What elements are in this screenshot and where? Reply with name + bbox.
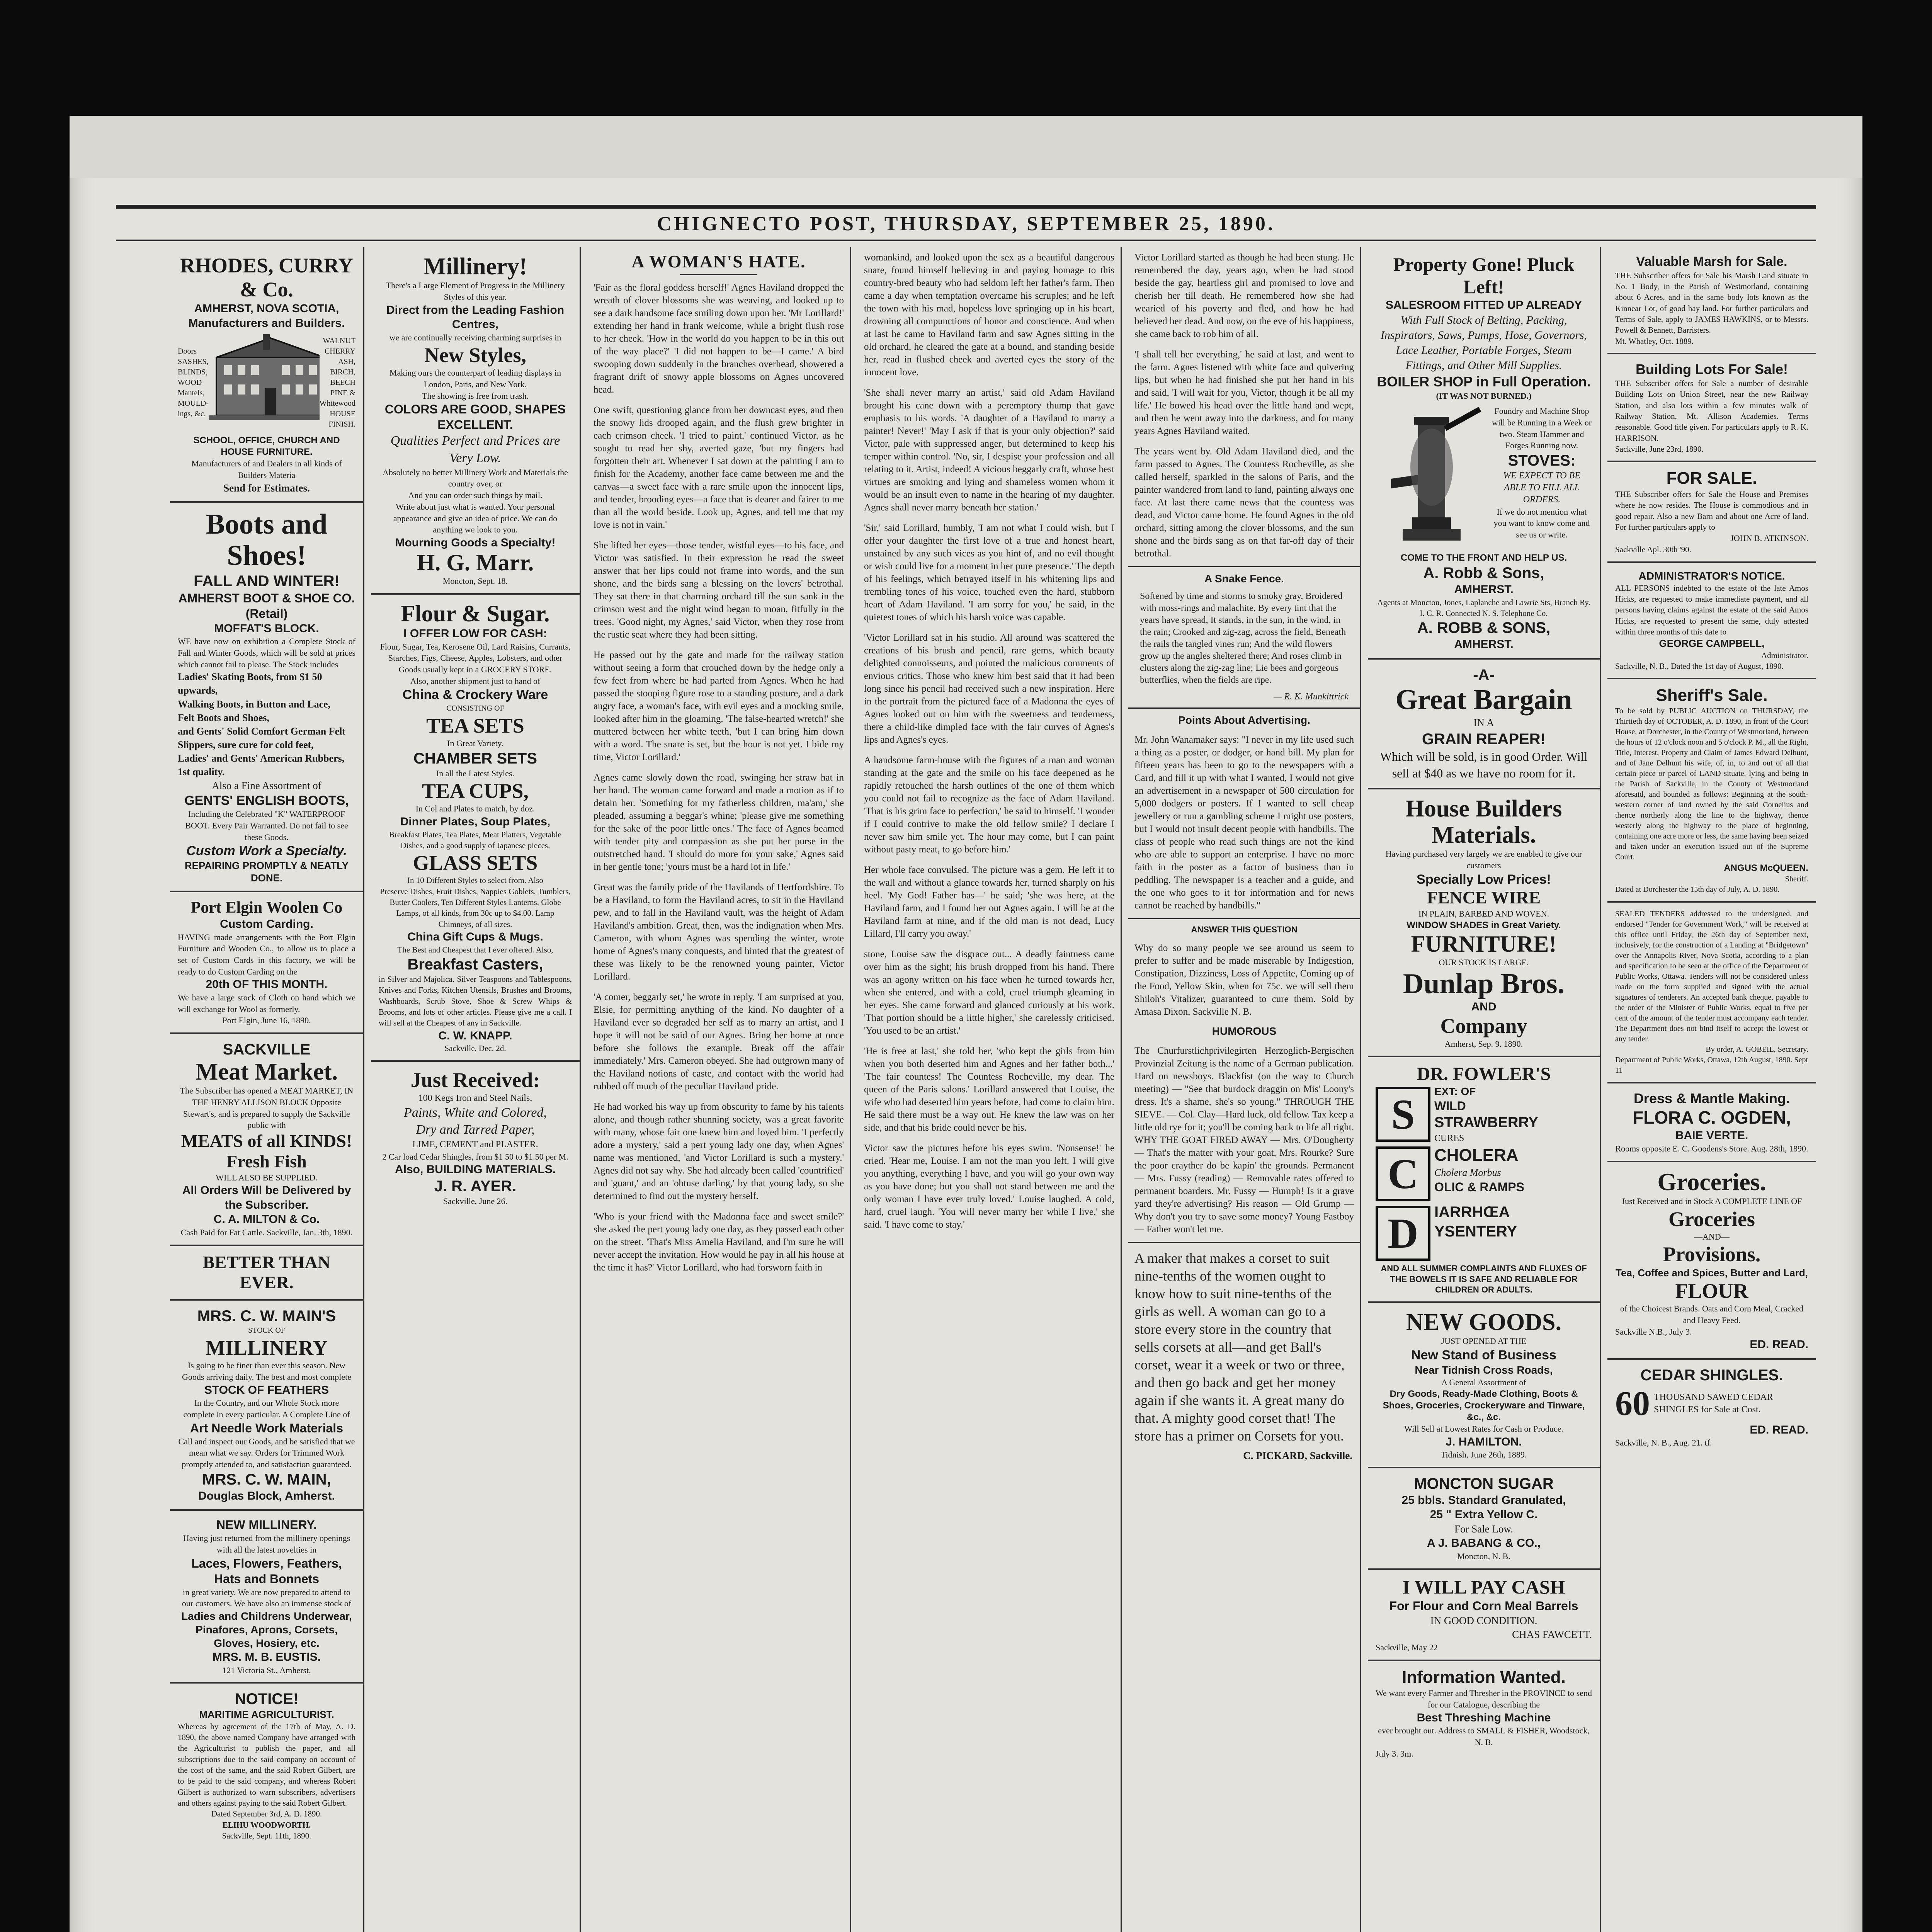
column-rule [363,247,364,1932]
ad-title: MONCTON SUGAR [1414,1475,1554,1492]
grain-reaper-ad [1368,660,1600,789]
main-millinery-ad [170,1301,363,1511]
furniture-line: SCHOOL, OFFICE, CHURCH AND HOUSE FURNITURE. [193,435,340,457]
masthead: CHIGNECTO POST, THURSDAY, SEPTEMBER 25, 1890. [116,205,1816,241]
ad-received: Just Received and in Stock A COMPLETE LINE OF [1621,1196,1802,1206]
administrator-notice [1607,563,1816,680]
ad-name: CHAS FAWCETT. [1512,1629,1592,1641]
advertising-text: Mr. John Wanamaker says: "I never in my life used such a thing as a poster, or dodger, or hand bill. My plan for fifteen years has been to go to the newspapers with a Card, and fill it up with what I wanted, I would not give an advertisement in a newspaper of 500 circulation for 5,000 dodgers or posters. If I wanted to sell cheap jewellery or run a gambling scheme I might use posters, but I would not insult decent people with handbills. The class of people who read such things are not the kind who are able to support an enterprise. I have no more faith in the poster as a factor of business than in peddling. The newspaper is a teacher and a guide, and the one who goes to it for information and for news cannot be reached by handbills." [1134,735,1354,911]
story-paragraph: stone, Louise saw the disgrace out... A deadly faintness came over him as the sight; his brush dropped from his hand. There was an agony written on his face when he turned towards her, when she entered, and with a cold, cruel triumph gleaming in her eyes. She came forward and glanced curiously at his work. 'That portion should be a little higher,' she carelessly criticised. 'You used to be an artist.' [864,949,1114,1036]
not-burned: (IT WAS NOT BURNED.) [1436,391,1532,401]
gents-note: Including the Celebrated "K" WATERPROOF BOOT. Every Pair Warranted. Do not fail to see these Goods. [185,809,348,842]
fowler-footer: AND ALL SUMMER COMPLAINTS AND FLUXES OF THE BOWELS IT IS SAFE AND RELIABLE FOR CHILDREN OR ADULTS. [1381,1264,1587,1295]
dunlap: Dunlap Bros. [1403,968,1565,1000]
ad-text2: We have a large stock of Cloth on hand which we will exchange for Wool as formerly. [178,992,355,1014]
ad-date: Amherst, Sep. 9. 1890. [1444,1039,1523,1049]
general: A General Assortment of [1441,1378,1526,1388]
ad-name: FLORA C. OGDEN, [1633,1107,1791,1128]
variety: In Great Variety. [447,738,503,748]
ad-text: Which will be sold, is in good Order. Will sell at $40 as we have no room for it. [1380,749,1588,780]
ad-text2: we are continually receiving charming surprises in [389,332,561,342]
line-2: 25 " Extra Yellow C. [1430,1508,1538,1521]
stand: New Stand of Business [1411,1347,1556,1362]
window-shades: WINDOW SHADES in Great Variety. [1406,920,1561,930]
story-paragraph: A handsome farm-house with the figures of a man and woman standing at the gate and the smile on his face deepened as he rapidly retouched the harsh outlines of the one of them which you could not fail to recognize as the face of Adam Haviland. 'That is his grim face to perfection,' he said to himself. 'I wonder if I could contrive to make the old fellow smile? I declare I never saw him smile yet. The hour may come, but I can paint without pasty meat, to go before him.' [864,755,1114,855]
feathers: STOCK OF FEATHERS [204,1383,329,1396]
ad-offer: I OFFER LOW FOR CASH: [403,627,547,640]
woollen-ad [170,892,363,1034]
story-paragraph: 'I shall tell her everything,' he said at last, and went to the farm. Agnes listened with white face and quivering lips, but when he had finished she put her hand in his and said, 'I will wait for you, Victor, though it be all my life.' He bowed his head over the little hand and wept, and then he went away into the darkness, and for many years Agnes Haviland waited. [1134,349,1354,436]
ad-title: NEW MILLINERY. [216,1518,317,1532]
building-lots-ad [1607,354,1816,462]
fence-sub: IN PLAIN, BARBED AND WOVEN. [1418,909,1549,919]
amherst-2: AMHERST. [1454,638,1514,651]
line-1: 100 Kegs Iron and Steel Nails, [418,1093,532,1103]
art-materials: Art Needle Work Materials [190,1421,343,1435]
ad-title: NEW GOODS. [1406,1309,1561,1335]
and: AND [1471,1000,1497,1013]
ad-date: Mt. Whatley, Oct. 1889. [1615,336,1694,346]
ad-text: ALL PERSONS indebted to the estate of the late Amos Hicks, are requested to make immediate payment, and all persons having claims against the estate of the said Amos Hicks, are requested to present the same, duly attested within three months of this date to [1615,583,1808,636]
line-2: Paints, White and Colored, [404,1105,547,1120]
ad-text: Also, another shipment just to hand of [410,676,541,686]
ad-text: Having purchased very largely we are enabled to give our customers [1385,849,1582,871]
ad-place: Moncton, N. B. [1457,1551,1510,1561]
dinner-note: Breakfast Plates, Tea Plates, Meat Platters, Vegetable Dishes, and a good supply of Japanese pieces. [389,830,562,850]
ad-title: ADMINISTRATOR'S NOTICE. [1638,570,1785,582]
ad-title: Meat Market. [195,1059,338,1085]
left-items: Doors SASHES, BLINDS, WOOD Mantels, MOULD- ings, &c. [178,347,209,418]
ad-title: Flour & Sugar. [401,601,550,627]
story-paragraph: 'Victor Lorillard sat in his studio. All around was scattered the creations of his brush and pencil, rare gems, which beauty delighted connoisseurs, and pointed the malicious comments of envious critics. Those who knew him best said that it had been long since his pencil had received such a new inspiration. Here in the portrait from the pictured face of a Madonna the eyes of Agnes looked out on him with the sweetness and tenderness, there a child-like dimpled face with the fair curves of Agnes's lips and Agnes's eyes. [864,633,1114,745]
ad-block: Douglas Block, Amherst. [198,1489,335,1502]
ad-title: Valuable Marsh for Sale. [1636,254,1787,269]
factory-engraving [209,334,320,431]
ad-text2: in great variety. We are now prepared to attend to our customers. We have also an immense stock of [182,1587,352,1609]
ad-place: SACKVILLE [223,1041,311,1058]
advertising-title: Points About Advertising. [1178,714,1310,726]
ad-mourning: Mourning Goods a Specialty! [395,536,556,549]
ad-sub: Custom Carding. [220,918,313,931]
ad-name: ED. READ. [1750,1423,1808,1436]
ad-title: Just Received: [410,1068,540,1092]
robb-1: A. Robb & Sons, [1423,565,1544,582]
ad-sub: For Flour and Corn Meal Barrels [1389,1599,1578,1613]
corset-ad: A maker that makes a corset to suit nine-tenths of the women ought to know how to suit nine-tenths of the girls as well. A woman can go to a store every store in the country that sells corsets at all—and get Ball's corset, wear it a week or two or three, and then go back and get her money again if she wants it. A great many do that. A mighty good corset that! The store has a primer on Corsets for you. [1134,1250,1345,1444]
dealers-line: Manufacturers of and Dealers in all kinds of Builders Materia [191,459,342,480]
ad-title: House Builders Materials. [1405,796,1562,849]
ad-addr: 121 Victoria St., Amherst. [222,1665,311,1675]
glass-sets: GLASS SETS [413,851,538,875]
lowest: Will Sell at Lowest Rates for Cash or Produce. [1404,1424,1563,1434]
and: —AND— [1694,1231,1730,1242]
amherst-1: AMHERST. [1454,583,1514,596]
ad-date: Sackville, N. B., Dated the 1st day of August, 1890. [1615,662,1784,671]
letter-c: C [1376,1146,1430,1201]
all-styles: In all the Latest Styles. [436,768,515,778]
better-than-ever: BETTER THAN EVER. [170,1246,363,1301]
ad-title: Building Lots For Sale! [1636,361,1788,377]
ad-list: Flour, Sugar, Tea, Kerosene Oil, Lard Raisins, Currants, Starches, Figs, Cheese, Apples, Lobsters, and other Goods usually kept in a GROCERY STORE. [380,641,571,674]
ad-title: Sheriff's Sale. [1656,686,1768,705]
marsh-ad [1607,247,1816,354]
story-paragraph: One swift, questioning glance from her downcast eyes, and then the snowy lids drooped again, and the flush grew brighter in each crimson cheek. 'I tried to paint,' continued Victor, as he sought to read her shy, averted gaze, 'but my fingers had forgotten their art. Whenever I sat down at the painting I am to finish for the Academy, another face came between me and the canvas—a sweet face with a rare smile upon the innocent lips, and tender, brooding eyes—a face that is dearer and fairer to me than all the world beside. Look up, Agnes, and tell me that my love is not in vain.' [594,405,844,530]
ad-season: FALL AND WINTER! [194,572,340,590]
ad-place: Moncton, Sept. 18. [442,576,508,586]
ad-name: A J. BABANG & CO., [1427,1537,1541,1550]
ad-text: THE Subscriber offers for Sale the House and Premises where he now resides. The House is commodious and in good repair. Also a new Barn and about one Acre of land. For further particulars apply to [1615,490,1808,532]
chamber-sets: CHAMBER SETS [413,750,537,767]
stock-of: STOCK OF [248,1326,285,1335]
line-3: Dry and Tarred Paper, [416,1122,535,1137]
ad-trade: Manufacturers and Builders. [188,316,345,330]
list: Dry Goods, Ready-Made Clothing, Boots & Shoes, Groceries, Crockeryware and Tinware, &c., &c. [1383,1389,1585,1423]
ad-colors: COLORS ARE GOOD, SHAPES EXCELLENT. [384,402,566,432]
ad-title: DR. FOWLER'S [1417,1064,1551,1085]
diarrhoea: IARRHŒA [1434,1204,1510,1221]
strawberry: STRAWBERRY [1434,1114,1538,1131]
line-1: 25 bbls. Standard Granulated, [1401,1493,1566,1507]
robb-2: A. ROBB & SONS, [1417,619,1551,637]
shingles-count: 60 [1615,1384,1650,1423]
story-paragraph: Her whole face convulsed. The picture was a gem. He left it to the wall and without a glance towards her, turned sharply on his heel. 'My God! Father has—' he said; 'she was here, at the Haviland farm, and I found her out Agnes again. I will be at the Haviland farm at nine, and if the old man is not dead, Lucy Lillard, I'll carry you away.' [864,865,1114,939]
casters: Breakfast Casters, [407,956,543,973]
furniture: FURNITURE! [1411,931,1557,957]
ad-signoff: Port Elgin, June 16, 1890. [222,1015,311,1026]
story-paragraph: He passed out by the gate and made for the railway station without seeing a form that crouched down by the hedge only a few feet from where he had parted from Agnes. When he had passed the stooping figure rose to a standing posture, and a dark angry face, a woman's face, with evil eyes and a mocking smile, looked after him in the gloaming. 'The false-hearted wretch!' she muttered between her white teeth, 'but I can bring him down with a word. The snare is set, but the hour is not yet. I bide my time, Victor Lorillard.' [594,650,844,762]
fresh-fish: Fresh Fish [226,1151,307,1171]
cures: CURES [1434,1133,1464,1143]
dinner-plates: Dinner Plates, Soup Plates, [400,815,551,828]
snake-fence-title: A Snake Fence. [1204,573,1284,585]
stock-large: OUR STOCK IS LARGE. [1439,957,1529,967]
story-paragraph: 'Who is your friend with the Madonna face and sweet smile?' she asked the pert young lady one day, as they passed each other on the street. 'That's Miss Amelia Haviland, and I'm sure he will never accept the invitation. How would he pay in all his house at the time it has?' Victor Lorillard, who had forsworn faith in [594,1211,844,1273]
ad-block: MOFFAT'S BLOCK. [214,622,319,635]
gift-cups: China Gift Cups & Mugs. [407,930,543,944]
ad-stock: With Full Stock of Belting, Packing, Inspirators, Saws, Pumps, Hose, Governors, Lace Leather, Portable Forges, Steam Fittings, and Other Mill Supplies. [1380,313,1587,372]
ad-text3: Making ours the counterpart of leading displays in London, Paris, and New York. [389,368,561,389]
ad-title: Port Elgin Woolen Co [190,898,343,917]
ad-a: -A- [1473,666,1495,684]
ad-items: Laces, Flowers, Feathers, Hats and Bonnets [191,1556,342,1586]
ad-text6: And you can order such things by mail. [408,490,543,500]
ad-title: I WILL PAY CASH [1402,1576,1565,1598]
ad-name: C. W. KNAPP. [438,1029,512,1042]
glass-list: Preserve Dishes, Fruit Dishes, Nappies Goblets, Tumblers, Butter Coolers, Ten Different Styles Lanterns, Globe Lamps, of all kinds, from 30c up to $4.00. Lamp Chimneys, of all sizes. [380,886,571,929]
groceries-ad [1607,1162,1816,1360]
ad-text3: Call and inspect our Goods, and be satisfied that we mean what we say. Orders for Trimmed Work promptly attended to, and satisfaction guaranteed. [178,1436,355,1469]
boots-shoes-ad [170,503,363,892]
ad-title: Millinery! [423,253,527,280]
story-paragraph: 'He is free at last,' she told her, 'who kept the girls from him when you both deserted him and Agnes and her father both...' 'The fair countess! The Countess Rocheville, my dear. The queen of the Paris salons.' Lorillard answered that Louise, the wife who had deserted him years before, had come to claim him. He said there must be a way out. He knew the law was on her side, and that his bride could never be his. [864,1046,1114,1133]
story-paragraph: The years went by. Old Adam Haviland died, and the farm passed to Agnes. The Countess Rocheville, as she called herself, sparkled in the salons of Paris, and the painter wandered from land to land, painting always one face. At last there came news that the countess was dead, and Victor came home. He found Agnes in the old orchard, sitting among the clover blossoms, and the sun shone and the birds sang as on that far-off day of their betrothal. [1134,446,1354,559]
humorous-text: The Churfurstlichprivilegirten Herzoglich-Bergischen Provinzial Zeitung is the name of a German publication. Hard on newsboys. Blackfist (on the way to Church meeting) — "See that burdock draggin on Mis' Loony's dress. It's a shame, she's so young." THROUGH THE SIEVE. — Col. Clay—Hard luck, old fellow. Tax keep a little old rye for it; you'll be coming back to life all right. WHY THE GOAT FIRED AWAY — Mrs. O'Dougherty — That's the matter with your goat, Mrs. Rourke? Sure the poor crayther do be kapin' the grounds. Permanent — Mrs. Fussy (reading) — Removable rates offered to permanent boarders. Mr. Fussy — Humph! Is it a grave yard they're advertising? His reason — Old Grump — Why don't you try to save some money? Young Fastboy — Father won't let me. [1134,1046,1354,1235]
line-5: 2 Car load Cedar Shingles, from $1 50 to $1.50 per M. [382,1151,568,1162]
story-paragraph: Victor saw the pictures before his eyes swim. 'Nonsense!' he cried. 'Hear me, Louise. I am not the man you left. I will give you anything, everything I have, and you will go your own way as you have done; but you shall not stand between me and the only woman I have ever truly loved.' Louise laughed. A cold, hard, cruel laugh. 'You will never marry her while I live,' she said. 'I have come to stay.' [864,1143,1114,1230]
ad-name: MRS. C. W. MAIN'S [197,1308,336,1325]
ad-title: Dress & Mantle Making. [1633,1090,1790,1107]
opened: JUST OPENED AT THE [1441,1336,1527,1346]
ad-text: We want every Farmer and Thresher in the PROVINCE to send for our Catalogue, describing the [1376,1688,1592,1710]
orders: All Orders Will be Delivered by the Subscriber. [182,1184,351,1211]
ad-text: There's a Large Element of Progress in the Millinery Styles of this year. [386,281,565,302]
wild: WILD [1434,1099,1466,1113]
ad-text: The Subscriber has opened a MEAT MARKET, IN THE HENRY ALLISON BLOCK Opposite Stewart's, and is prepared to supply the Sackville public with [180,1086,354,1130]
moncton-sugar-ad [1368,1468,1600,1570]
footer: Cash Paid for Fat Cattle. Sackville, Jan. 3th, 1890. [180,1227,353,1237]
cups-note: In Col and Plates to match, by doz. [415,804,535,814]
answer-title: ANSWER THIS QUESTION [1191,925,1298,934]
fence-wire: FENCE WIRE [1427,888,1541,908]
column-1 [170,247,363,1932]
column-4 [858,247,1121,1932]
rhodes-curry-ad [170,247,363,503]
company: Company [1440,1014,1527,1038]
poem-author: — R. K. Munkittrick [1274,692,1349,702]
new-goods-ad [1368,1303,1600,1468]
story-paragraph: Victor Lorillard started as though he had been stung. He remembered the day, years ago, when he had stood beside the gay, heartless girl and promised to love and cherish her till death. He remembered how she had wearied of his poverty and fled, and how he had believed her dead. And now, on the eve of his happiness, she came back to rob him of all. [1134,252,1354,339]
groceries: Groceries [1668,1207,1755,1231]
ad-date: Dated at Dorchester the 15th day of July, A. D. 1890. [1615,885,1780,894]
provisions: Provisions. [1663,1243,1761,1266]
dress-making-ad [1607,1083,1816,1162]
foundry: Foundry and Machine Shop will be Running in a Week or two. Steam Hammer and Forges Running now. [1492,406,1592,451]
story-paragraph: 'A comer, beggarly set,' he wrote in reply. 'I am surprised at you, Elsie, for permitting anything of the kind. No daughter of a Haviland ever so degraded her self as to marry an artist, and I hope it will not be said of our Agnes. Bring her home at once before she follows the example. Break off the affair immediately.' Mrs. Cameron obeyed. She had outgrown many of the Haviland notions of caste, and contact with the world had rubbed off much of the peculiar Haviland pride. [594,992,844,1092]
tea-sets: TEA SETS [426,714,524,737]
glass-note: In 10 Different Styles to select from. Also [407,876,543,885]
pump-engraving [1376,405,1488,552]
ad-role: Sheriff. [1785,875,1808,884]
fowler-ad [1368,1057,1600,1303]
for-sale-ad [1607,462,1816,563]
ad-date: Sackville, June 26. [443,1196,508,1206]
ad-place: Sackville, Sept. 11th, 1890. [222,1831,311,1841]
flour: FLOUR [1675,1279,1748,1303]
ad-text: THE Subscriber offers for Sale his Marsh Land situate in No. 1 Body, in the Parish of Westmorland, containing about 6 Acres, and in the same body lots known as the Kinnear Lot, of good hay land. For further particulars and Terms of Sale, apply to JAMES HAWKINS, or to Messrs. Powell & Bennett, Barristers. [1615,270,1808,335]
ad-text: SEALED TENDERS addressed to the undersigned, and endorsed "Tender for Government Work," will be received at this office until Friday, the 26th day of September next, inclusively, for the construction of a Landing at "Bridgetown" over the Annapolis River, Nova Scotia, according to a plan and specification to be seen at the office of the Department of Public Works, Ottawa. Tenders will not be considered unless made on the form supplied and signed with the actual signatures of tenderers. An accepted bank cheque, payable to the order of the Minister of Public Works, equal to five per cent of the amount of the tender must accompany each tender. The Department does not bind itself to accept the lowest or any tender. [1615,910,1808,1044]
just-received-ad [371,1062,580,1213]
ad-name: H. G. Marr. [417,550,534,576]
agents: Agents at Moncton, Jones, Laplanche and Lawrie Sts, Branch Ry. I. C. R. Connected N. S. Telephone Co. [1377,597,1590,618]
ad-sign: MRS. C. W. MAIN, [202,1471,331,1488]
ad-cond: IN GOOD CONDITION. [1430,1615,1537,1627]
meats: MEATS of all KINDS! [181,1131,352,1151]
stoves-sub: WE EXPECT TO BE ABLE TO FILL ALL ORDERS. [1503,470,1580,505]
line-4: LIME, CEMENT and PLASTER. [412,1139,538,1150]
story-title: A WOMAN'S HATE. [631,252,806,271]
letter-s: S [1376,1087,1430,1142]
ad-title: CEDAR SHINGLES. [1640,1366,1783,1384]
ad-direct: Direct from the Leading Fashion Centres, [386,303,565,331]
sheriff-sale [1607,679,1816,903]
china: China & Crockery Ware [402,687,548,702]
story-paragraph: 'Sir,' said Lorillard, humbly, 'I am not what I could wish, but I offer your daughter the first love of a true and honest heart, unstained by any such vices as you hint of, and no evil thought or wish could live for a moment in her pure presence.' The depth of his feelings, which betrayed itself in his whitening lips and trembling tones of his voice, touched even the hard, stubborn heart of Adam Haviland. 'I am sorry for you,' he said, in the quietest tones of which his harsh voice was capable. [864,523,1114,622]
ad-name: GEORGE CAMPBELL, [1659,638,1765,650]
ad-date: Sackville, N. B., Aug. 21. tf. [1615,1438,1712,1448]
ad-name: J. R. AYER. [434,1177,517,1195]
ad-dated: Dated September 3rd, A. D. 1890. [211,1809,322,1819]
answer-text: Why do so many people we see around us seem to prefer to suffer and be made miserable by Indigestion, Constipation, Dizziness, Loss of Appetite, Coming up of the Food, Yellow Skin, when for 75c. we will sell them Shiloh's Vitalizer, guaranteed to cure them. Sold by Amasa Dixon, Sackville N. B. [1134,943,1354,1017]
ad-name: ED. READ. [1750,1338,1808,1351]
ad-name: ANGUS McQUEEN. [1724,863,1808,874]
dysentery: YSENTERY [1434,1223,1517,1240]
story-paragraph: She lifted her eyes—those tender, wistful eyes—to his face, and Victor was satisfied. In their expression he read the sweet answer that her lips could not frame into words, and the sun shone, and the birds sang a blessing on the lovers' betrothal. They sat there in that charming orchard till the sun sank in the crimson west and the night wind began to moan, fitfully in the trees. 'Good night, my Agnes,' said Victor, when they rose from the rustic seat where they had been sitting. [594,540,844,640]
ad-items: Ladies' Skating Boots, from $1 50 upwards, Walking Boots, in Button and Lace, Felt Boots and Shoes, and Gents' Solid Comfort German Felt Slippers, sure cure for cold feet, Ladies' and Gents' American Rubbers, 1st quality. [178,671,346,777]
column-2 [371,247,580,1932]
builders-materials-ad [1368,789,1600,1057]
ad-quality: Qualities Perfect and Prices are Very Low. [390,434,560,465]
ad-sign: ELIHU WOODWORTH. [222,1820,311,1830]
ad-sub: SALESROOM FITTED UP ALREADY [1385,299,1582,311]
ad-date: Sackville, Dec. 2d. [444,1044,506,1053]
ad-title: FOR SALE. [1666,469,1757,488]
notice-ad [170,1684,363,1847]
ad-company: AMHERST BOOT & SHOE CO. (Retail) [178,591,355,621]
ad-title: NOTICE! [235,1690,299,1708]
ad-date: Sackville N.B., July 3. [1615,1327,1692,1337]
estimates-line: Send for Estimates. [223,482,310,494]
ad-text: Having just returned from the millinery openings with all the latest novelties in [183,1533,350,1554]
ad-date: Sackville Apl. 30th '90. [1615,545,1691,554]
ad-styles: New Styles, [424,344,526,367]
near: Near Tidnish Cross Roads, [1415,1364,1553,1376]
ad-date: July 3. 3m. [1376,1748,1413,1759]
ad-text: THE Subscriber offers for Sale a number of desirable Building Lots on Union Street, near the new Railway Station, and also lots within a few minutes walk of Railway Station, Mt. Allison Academies. Terms reasonable. Good title given. For particulars apply to R. K. HARRISON. [1615,378,1808,443]
property-gone-ad [1368,247,1600,660]
ad-sign: MRS. M. B. EUSTIS. [212,1651,321,1664]
come-front: COME TO THE FRONT AND HELP US. [1400,553,1567,563]
colic: OLIC & RAMPS [1434,1180,1524,1194]
stoves-note: If we do not mention what you want to know come and see us or write. [1493,507,1590,539]
ad-text: Whereas by agreement of the 17th of May, A. D. 1890, the above named Company have arranged with the Agriculturist to publish the paper, and all subscriptions due to the said company on account of the cost of the same, and the said Robert Gilbert, are to be paid to the said company, and whereas Robert Gilbert is authorized to warn subscribers, advertisers and others against paying to the said Robert Gilbert. [178,1721,355,1808]
column-rule [1121,247,1122,1932]
humorous-title: HUMOROUS [1212,1025,1277,1037]
items: Tea, Coffee and Spices, Butter and Lard, [1616,1267,1808,1279]
ad-date-line: 20th OF THIS MONTH. [206,978,328,991]
seller: C. A. MILTON & Co. [213,1213,320,1226]
flour-note: of the Choicest Brands. Oats and Corn Meal, Cracked and Heavy Feed. [1620,1304,1804,1325]
ext: EXT: OF [1434,1085,1476,1098]
shingles-ad [1607,1360,1816,1455]
ad-title: Great Bargain [1395,684,1572,716]
right-items: WALNUT CHERRY ASH, BIRCH, BEECH PINE & Whitewood HOUSE FINISH. [319,336,355,429]
ad-text2: ever brought out. Address to SMALL & FISHER, Woodstock, N. B. [1378,1726,1590,1747]
story-paragraph: womankind, and looked upon the sex as a beautiful dangerous snare, found himself believing in and paying homage to this country-bred beauty who had seldom left her father's farm. Then came a day when temptation overcame his scruples; and he left the town with his mad, hopeless love springing up in his heart, drowning all compunctions of honor and conscience. And when at last he came to Haviland farm and saw Agnes sitting in the old orchard, he cleared the gate at a bound, and standing beside her, read in flushed cheek and averted eyes the story of the innocent love. [864,252,1114,378]
ad-sub: MARITIME AGRICULTURIST. [199,1709,334,1721]
fish-note: WILL ALSO BE SUPPLIED. [216,1172,318,1182]
ad-text5: Absolutely no better Millinery Work and Materials the country over, or [383,467,568,489]
ad-in-a: IN A [1473,717,1494,729]
millinery-ad [371,247,580,595]
letter-d: D [1376,1206,1430,1261]
millinery: MILLINERY [205,1336,328,1360]
ad-place: BAIE VERTE. [1675,1129,1748,1142]
ad-text: THOUSAND SAWED CEDAR SHINGLES for Sale at Cost. [1654,1392,1773,1415]
ad-title: Information Wanted. [1402,1667,1566,1687]
morbus: Cholera Morbus [1434,1167,1501,1179]
pay-cash-ad [1368,1570,1600,1661]
ad-items2: Ladies and Childrens Underwear, Pinafores, Aprons, Corsets, Gloves, Hosiery, etc. [181,1610,352,1650]
ad-text4: The showing is free from trash. [422,391,529,401]
line-6: Also, BUILDING MATERIALS. [395,1163,556,1176]
repairing: REPAIRING PROMPTLY & NEATLY DONE. [184,859,349,884]
story-paragraph: 'She shall never marry an artist,' said old Adam Haviland brought his cane down with a peremptory thump that gave emphasis to his words. 'A daughter of a Haviland to marry a painter! Never!' 'May I ask if that is your only objection?' said Victor, pale with suppressed anger, but determined to keep his temper within control. 'No, sir, I despise your profession and all relating to it. Artist, indeed! A vicious beggarly craft, whose best virtues are smoking and lying and shameless women whom it would be an insult even to name in the hearing of my daughter. Agnes shall never marry beneath her station.' [864,388,1114,513]
gents-boots: GENTS' ENGLISH BOOTS, [184,793,349,808]
column-rule [850,247,851,1932]
ad-intro: WE have now on exhibition a Complete Stock of Fall and Winter Goods, which will be sold at prices which cannot fail to please. The Stock includes [178,636,355,669]
low-prices: Specially Low Prices! [1417,872,1551,887]
ad-text: To be sold by PUBLIC AUCTION on THURSDAY, the Thirtieth day of OCTOBER, A. D. 1890, in front of the Court House, at Dorchester, in the County of Westmorland, between the hours of 12 o'clock noon and 5 o'clock P. M., all the Right, Title, Interest, Property and Claim of James Edward Delhunt, and of Jane Delhunt his wife, of, in, to and out of all that certain piece or parcel of LAND situate, lying and being in the Parish of Sackville, in the County of Westmorland aforesaid, and bounded as follows: Beginning at the south-western corner of land owned by the said Cornelius and thence northerly along the line to the highway, thence westerly along the highway to the place of beginning, containing one acre more or less, the same having been seized and taken under an execution issued out of the Supreme Court. [1615,707,1808,862]
ad-date: Sackville, June 23rd, 1890. [1615,444,1704,454]
pickard-sign: C. PICKARD, Sackville. [1243,1450,1352,1461]
ad-date: Department of Public Works, Ottawa, 12th August, 1890. Sept 11 [1615,1056,1808,1075]
new-millinery-ad [170,1511,363,1684]
ad-rooms: Rooms opposite E. C. Goodens's Store. Aug. 28th, 1890. [1615,1143,1808,1153]
ad-title: Groceries. [1657,1168,1766,1196]
ad-title: Boots and Shoes! [206,509,328,572]
story-paragraph: 'Fair as the floral goddess herself!' Agnes Haviland dropped the wreath of clover blossoms she was weaving, and looked up to see a dark handsome face smiling down upon her. 'Mr Lorillard!' extending her hand in frank welcome, while a bright flush rose to her cheek. 'How in the world do you happen to be in this out of the way place?' 'I did not happen to be—I came.' A bird swooping down suddenly in the branches overhead, showered a fragrant drift of snowy apple blossoms on Agnes uncovered head. [594,282,844,395]
flour-sugar-ad [371,595,580,1061]
cholera: CHOLERA [1434,1146,1519,1165]
boiler-shop: BOILER SHOP in Full Operation. [1377,373,1591,389]
ad-place: AMHERST, NOVA SCOTIA, [194,302,339,315]
page-fold [70,116,1862,178]
consisting: CONSISTING OF [446,704,504,713]
meat-market-ad [170,1034,363,1246]
tea-cups: TEA CUPS, [422,779,529,803]
ad-text: HAVING made arrangements with the Port Elgin Furniture and Wooden Co., to allow us to place a set of Custom Cards in this factory, we will be ready to do Custom Carding on the [178,932,355,976]
snake-fence-poem: Softened by time and storms to smoky gray, Broidered with moss-rings and malachite, By every tint that the years have spread, It stands, in the sun, in the wind, in the rain; Crooked and zig-zag, across the field, Beneath the rails the tangled vines run; And the wild flowers grow up the angles sheltered there; And roses climb in clusters along the zig-zag line; Lie bees and gorgeous butterflies, when the fields are ripe. [1140,591,1346,685]
story-paragraph: Agnes came slowly down the road, swinging her straw hat in her hand. The woman came forward and made a motion as if to detain her. 'Something for my fatherless children, ma'am,' she pleaded, assuming a beggar's whine; 'please give me something for the sake of the poor little ones.' The face of Agnes beamed with tender pity and compassion as she put her purse in the outstretched hand. 'I should do more for your sake,' Agnes said in her gentle tone; 'yours must be a hard lot in life.' [594,772,844,872]
ad-text: Is going to be finer than ever this season. New Goods arriving daily. The best and most complete [182,1361,352,1382]
ad-text7: Write about just what is wanted. Your personal appearance and give an idea of price. We can do anything we look to you. [393,502,558,535]
ad-name: J. HAMILTON. [1446,1435,1522,1448]
tenders-notice [1607,903,1816,1083]
ad-sign: By order, A. GOBEIL, Secretary. [1706,1045,1808,1054]
ad-best: Best Threshing Machine [1417,1711,1551,1724]
ad-title: Property Gone! Pluck Left! [1393,253,1575,298]
ad-role: Administrator. [1761,650,1808,660]
ad-name: JOHN B. ATKINSON. [1730,533,1808,543]
ad-date: Tidnish, June 26th, 1889. [1440,1450,1527,1460]
information-ad [1368,1661,1600,1766]
column-6 [1368,247,1600,1932]
custom-work: Custom Work a Specialty. [186,844,347,859]
column-7 [1607,247,1816,1932]
column-rule [1600,247,1601,1932]
ad-reaper: GRAIN REAPER! [1422,730,1546,748]
column-rule [580,247,581,1932]
ad-also: Also a Fine Assortment of [212,780,321,792]
story-paragraph: He had worked his way up from obscurity to fame by his talents alone, and though rather shunning society, was a great favorite with many, whose fair one knew him and loved him. 'I perfectly adore a mystery,' said a pert young lady one day, when Agnes' name was mentioned, 'and Victor Lorillard is such a mystery.' Agnes did not say why. She had already been called 'countrified' and 'guant,' and an 'obtuse darling,' by that young lady, so she determined to find out the mystery herself. [594,1102,844,1201]
sale: For Sale Low. [1454,1523,1513,1535]
casters-note: in Silver and Majolica. Silver Teaspoons and Tablespoons, Knives and Forks, Kitchen Utensils, Brushes and Brooms, Washboards, Scrub Stove, Shoe & Screw Whips & Brooms, and lots of other articles. Please give me a call. I will sell at the Cheapest of any in Sackville. [379,974,572,1028]
column-3 [587,247,850,1932]
story-paragraph: Great was the family pride of the Havilands of Hertfordshire. To be a Haviland, to form the Haviland acres, to sit in the Haviland pew, and to fall in the Haviland vault, was the height of Adam Haviland's ambition. Great, then, was the indignation when Mrs. Cameron, with whom Agnes was spending the winter, wrote home of Agnes's many conquests, and hinted that the greatest of these was likely to be the renowned young painter, Victor Lorillard. [594,882,844,982]
gift-note: The Best and Cheapest that I ever offered. Also, [397,945,553,954]
stoves: STOVES: [1508,452,1576,469]
ad-text2: In the Country, and our Whole Stock more complete in every particular. A Complete Line of [183,1398,350,1420]
ad-date: Sackville, May 22 [1376,1642,1438,1652]
ad-title: RHODES, CURRY & Co. [180,254,354,301]
column-rule [1360,247,1361,1932]
column-5 [1128,247,1360,1932]
